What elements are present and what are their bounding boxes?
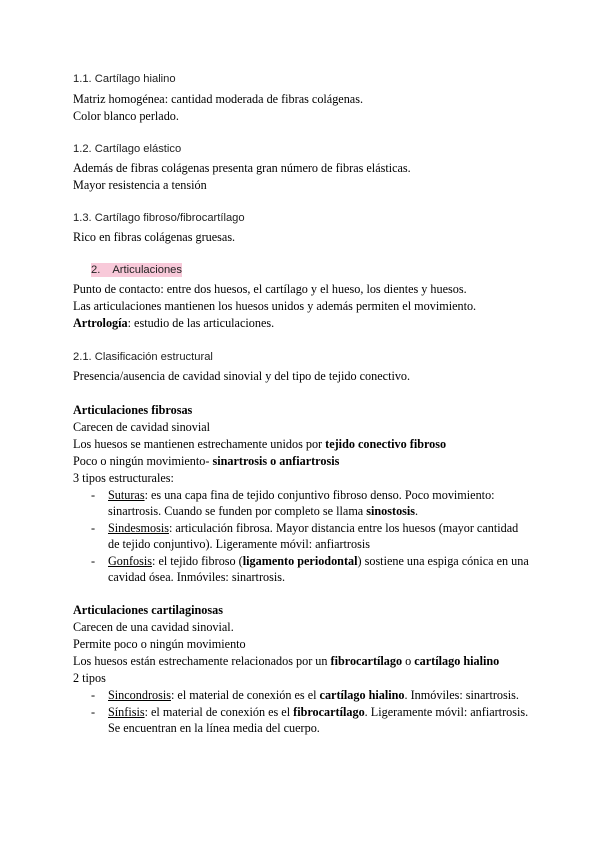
list-item: [108, 520, 518, 537]
bullet-dash: -: [91, 705, 96, 719]
bold-term: cartílago hialino: [319, 688, 405, 702]
bullet-dash: -: [91, 554, 96, 568]
list-item: [108, 704, 528, 721]
bold-term: cartílago hialino: [414, 654, 500, 668]
heading-number: 2.: [91, 264, 101, 276]
bold-term: fibrocartílago: [293, 705, 365, 719]
heading-title: Articulaciones: [112, 264, 182, 276]
paragraph-line: [73, 653, 499, 670]
text-span: : es una capa fina de tejido conjuntivo fibroso denso. Poco movimiento:: [144, 488, 495, 502]
paragraph-line: Mayor resistencia a tensión: [73, 178, 207, 192]
paragraph-line: [73, 436, 446, 453]
paragraph-line: [73, 315, 274, 332]
paragraph-line: Presencia/ausencia de cavidad sinovial y del tipo de tejido conectivo.: [73, 369, 411, 383]
bold-term: Artrología: [73, 316, 128, 330]
underlined-term: Gonfosis: [108, 554, 153, 568]
list-item-continuation: Se encuentran en la línea media del cuerpo.: [108, 721, 320, 735]
section-heading-2-1: 2.1. Clasificación estructural: [73, 351, 213, 363]
bullet-dash: -: [91, 488, 96, 502]
text-span: o: [402, 654, 415, 668]
text-span: Los huesos están estrechamente relacionados por un: [73, 654, 331, 668]
text-span: : el tejido fibroso (: [152, 554, 243, 568]
bullet-dash: -: [91, 688, 96, 702]
bold-term: sinostosis: [366, 504, 416, 518]
text-span: : el material de conexión es el: [144, 705, 294, 719]
text-span: sinartrosis. Cuando se funden por completo se llama: [108, 504, 367, 518]
text-span: : el material de conexión es el: [170, 688, 320, 702]
list-item: [108, 687, 519, 704]
paragraph-line: Color blanco perlado.: [73, 109, 179, 123]
underlined-term: Sínfisis: [108, 705, 145, 719]
list-item-continuation: [108, 503, 418, 520]
list-item-continuation: de tejido conjuntivo). Ligeramente móvil: anfiartrosis: [108, 537, 370, 551]
text-span: ) sostiene una espiga cónica en una: [357, 554, 529, 568]
section-heading-1-1: 1.1. Cartílago hialino: [73, 73, 176, 85]
list-item: [108, 487, 495, 504]
paragraph-line: Carecen de cavidad sinovial: [73, 420, 211, 434]
bullet-dash: -: [91, 521, 96, 535]
paragraph-line: Punto de contacto: entre dos huesos, el cartílago y el hueso, los dientes y huesos.: [73, 282, 467, 296]
text-span: Los huesos se mantienen estrechamente unidos por: [73, 437, 326, 451]
subheading-fibrosas: [73, 402, 192, 419]
paragraph-line: Las articulaciones mantienen los huesos unidos y además permiten el movimiento.: [73, 299, 477, 313]
bold-term: tejido conectivo fibroso: [325, 437, 447, 451]
text-span: : articulación fibrosa. Mayor distancia entre los huesos (mayor cantidad: [168, 521, 519, 535]
section-heading-2: [91, 264, 182, 276]
text-span: : estudio de las articulaciones.: [127, 316, 275, 330]
paragraph-line: 2 tipos: [73, 671, 106, 685]
paragraph-line: [73, 453, 339, 470]
underlined-term: Sincondrosis: [108, 688, 171, 702]
bold-term: sinartrosis o anfiartrosis: [212, 454, 340, 468]
paragraph-line: Rico en fibras colágenas gruesas.: [73, 230, 236, 244]
text-span: Poco o ningún movimiento-: [73, 454, 213, 468]
paragraph-line: Permite poco o ningún movimiento: [73, 637, 246, 651]
section-heading-highlight: [91, 263, 182, 277]
bold-term: ligamento periodontal: [242, 554, 358, 568]
bold-heading: Articulaciones fibrosas: [73, 403, 193, 417]
list-item-continuation: cavidad ósea. Inmóviles: sinartrosis.: [108, 570, 286, 584]
text-span: . Ligeramente móvil: anfiartrosis.: [364, 705, 529, 719]
section-heading-1-2: 1.2. Cartílago elástico: [73, 143, 182, 155]
paragraph-line: 3 tipos estructurales:: [73, 471, 174, 485]
bold-heading: Articulaciones cartilaginosas: [73, 603, 223, 617]
text-span: .: [415, 504, 419, 518]
paragraph-line: Además de fibras colágenas presenta gran número de fibras elásticas.: [73, 161, 411, 175]
subheading-cartilaginosas: [73, 602, 223, 619]
text-span: . Inmóviles: sinartrosis.: [404, 688, 519, 702]
underlined-term: Sindesmosis: [108, 521, 169, 535]
list-item: [108, 553, 529, 570]
paragraph-line: Matriz homogénea: cantidad moderada de fibras colágenas.: [73, 92, 364, 106]
underlined-term: Suturas: [108, 488, 145, 502]
paragraph-line: Carecen de una cavidad sinovial.: [73, 620, 234, 634]
bold-term: fibrocartílago: [330, 654, 403, 668]
section-heading-1-3: 1.3. Cartílago fibroso/fibrocartílago: [73, 212, 245, 224]
